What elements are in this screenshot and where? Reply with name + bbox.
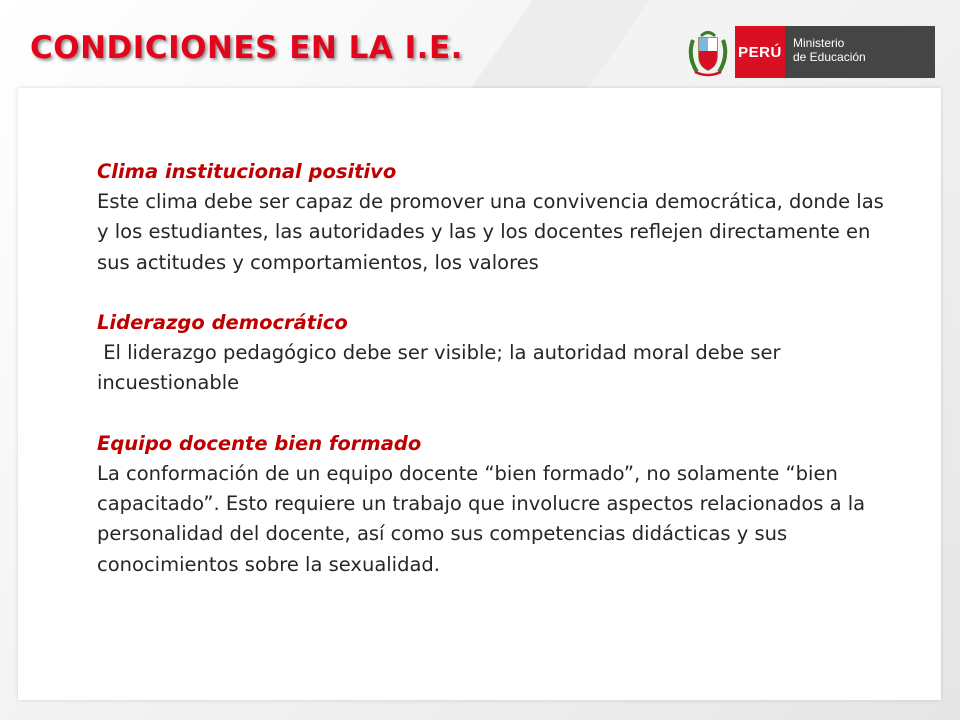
minedu-logo <box>685 26 935 78</box>
section-heading: Clima institucional positivo <box>97 160 397 183</box>
section-clima <box>97 157 897 278</box>
section-text: Este clima debe ser capaz de promover una convivencia democrática, donde las y los estudiantes, las autoridades y las y los docentes reflejen directamente en sus actitudes y comportamientos, los valores <box>97 190 891 274</box>
section-heading: Liderazgo democrático <box>97 311 348 334</box>
peru-coat-of-arms-icon <box>685 26 731 78</box>
ministry-line-1: Ministerio <box>793 36 845 50</box>
ministry-line-2: de Educación <box>793 50 866 64</box>
section-text: La conformación de un equipo docente “bien formado”, no solamente “bien capacitado”. Esto requiere un trabajo que involucre aspectos relacionados a la personalidad del docente, así como sus competencias didácticas y sus conocimientos sobre la sexualidad. <box>97 462 872 576</box>
section-liderazgo <box>97 308 897 399</box>
section-text: El liderazgo pedagógico debe ser visible; la autoridad moral debe ser incuestionable <box>97 341 787 395</box>
section-equipo <box>97 429 897 580</box>
content-body <box>97 157 897 610</box>
ministry-label <box>785 26 935 78</box>
peru-label: PERÚ <box>735 26 785 78</box>
section-heading: Equipo docente bien formado <box>97 431 422 455</box>
slide-title: CONDICIONES EN LA I.E. <box>30 30 463 66</box>
